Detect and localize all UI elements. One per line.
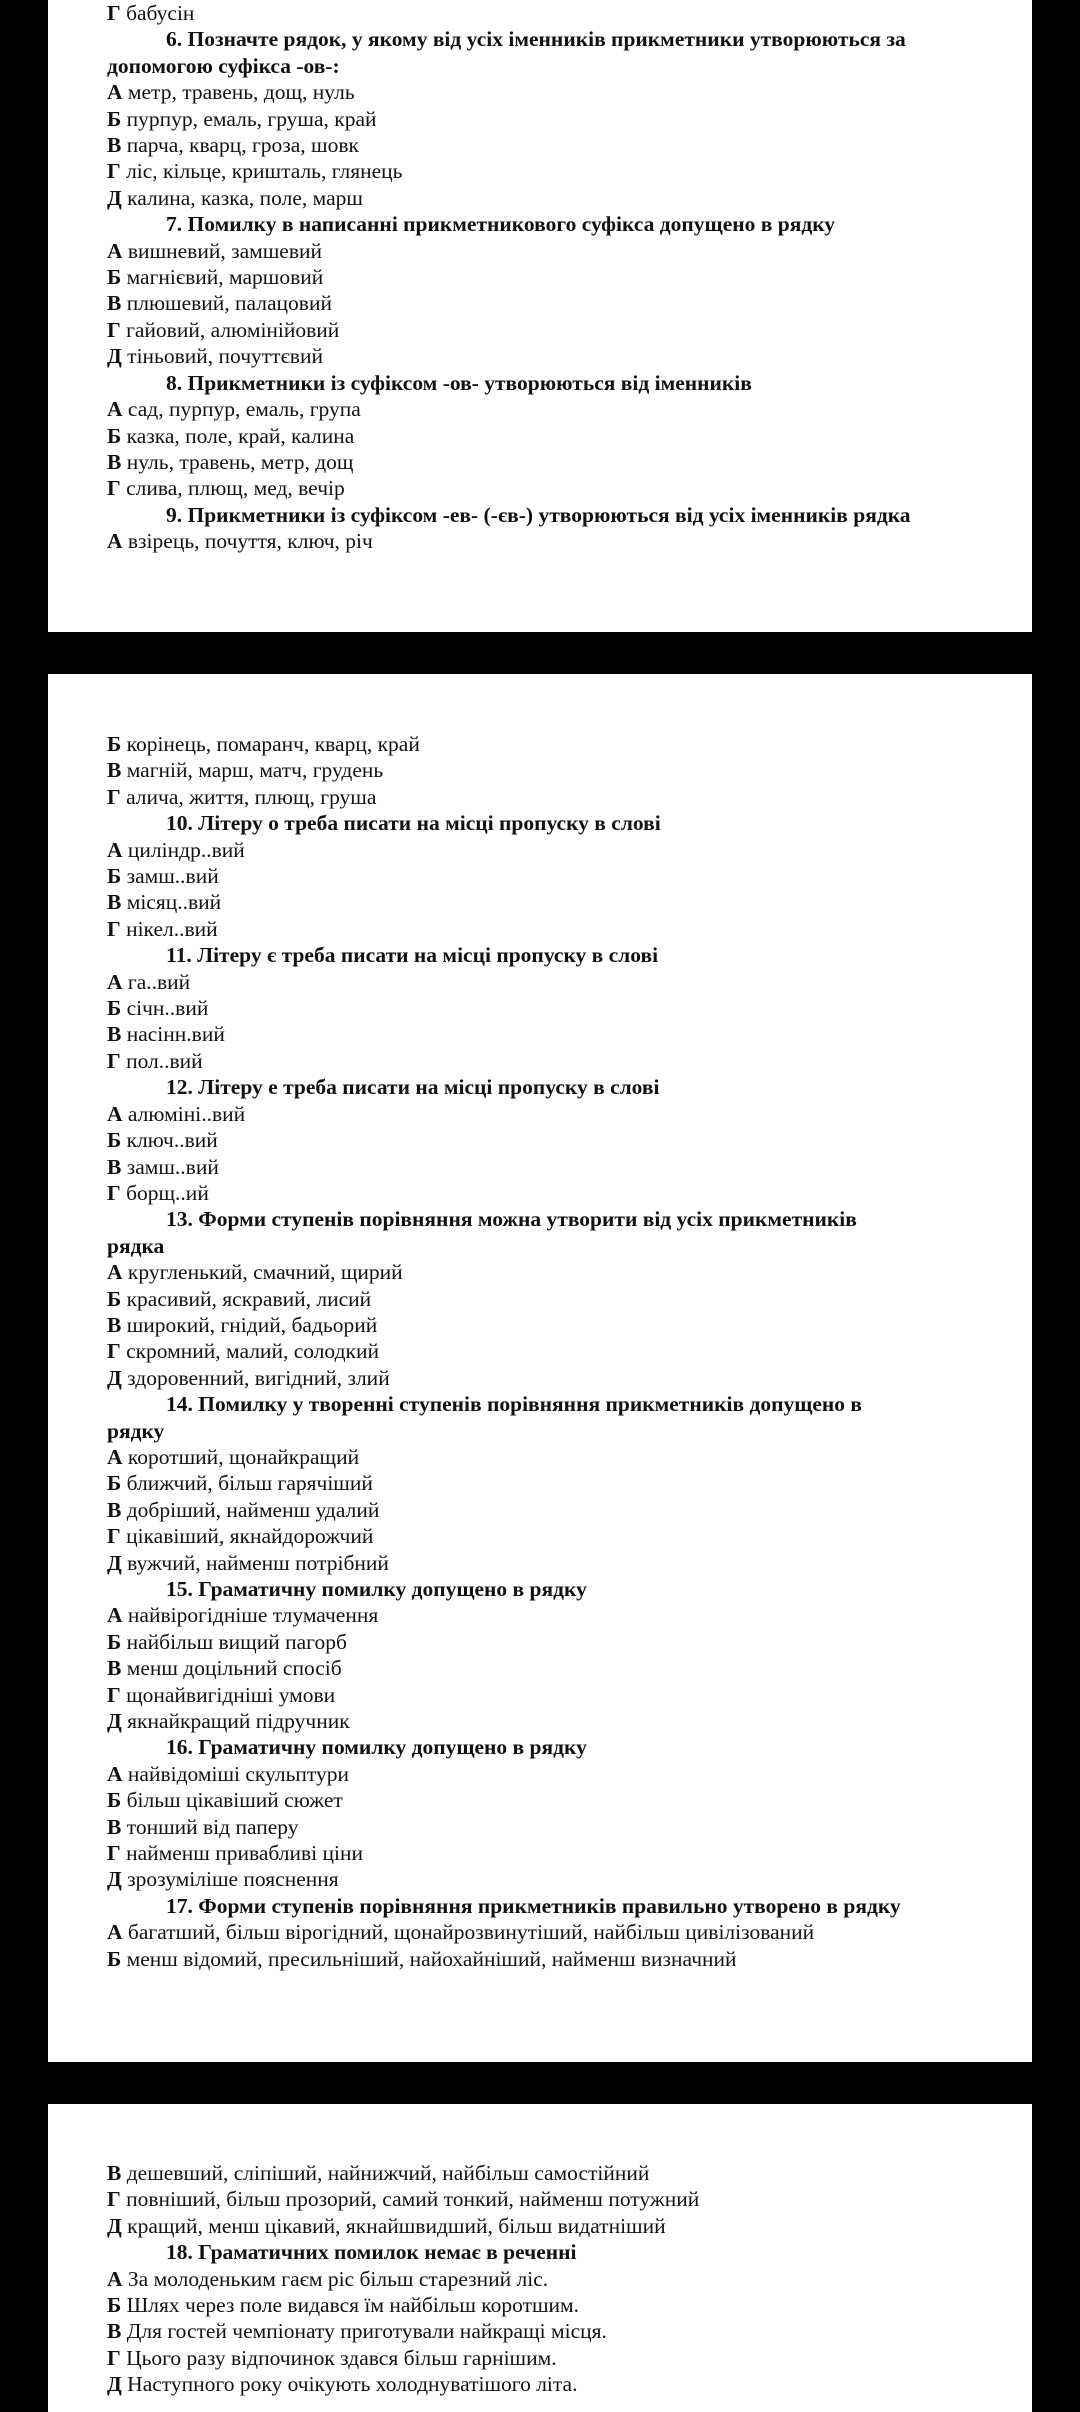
option-text: кругленький, смачний, щирий [122, 1260, 403, 1285]
answer-option [107, 2345, 1012, 2371]
question-heading-continuation: допомогою суфікса -ов-: [107, 53, 340, 78]
option-text: нікел..вий [120, 916, 218, 941]
option-letter: А [107, 1920, 123, 1945]
option-letter: Б [107, 423, 122, 448]
option-letter: А [107, 397, 123, 422]
answer-option [107, 1523, 1012, 1549]
option-text: найменш привабливі ціни [120, 1841, 364, 1866]
option-letter: А [107, 2266, 123, 2291]
option-letter: В [107, 1814, 122, 1839]
option-text: корінець, помаранч, кварц, край [121, 732, 420, 756]
option-text: менш доцільний спосіб [121, 1656, 342, 1681]
answer-option [107, 1259, 1012, 1285]
option-text: алюміні..вий [122, 1101, 246, 1126]
option-text: якнайкращий підручник [121, 1709, 350, 1734]
answer-option [107, 784, 1012, 810]
option-letter: Г [107, 1682, 121, 1707]
answer-option [107, 185, 1012, 211]
option-letter: Г [107, 1180, 121, 1205]
answer-option [107, 1312, 1012, 1338]
answer-option [107, 757, 1012, 783]
answer-option [107, 423, 1012, 449]
answer-option [107, 343, 1012, 369]
question-heading-continuation: рядку [107, 1418, 165, 1443]
option-text: кращий, менш цікавий, якнайшвидший, більш видатніший [121, 2213, 666, 2238]
option-text: місяц..вий [121, 890, 222, 915]
option-text: найбільш вищий пагорб [121, 1629, 347, 1654]
option-letter: В [107, 449, 122, 474]
answer-option [107, 1682, 1012, 1708]
option-text: замш..вий [121, 1154, 219, 1179]
option-letter: В [107, 758, 122, 783]
option-letter: А [107, 1444, 123, 1469]
question-heading: 18. Граматичних помилок немає в реченні [166, 2240, 577, 2265]
answer-option [107, 2160, 1012, 2186]
option-letter: А [107, 529, 123, 554]
option-text: плюшевий, палацовий [121, 291, 332, 316]
answer-option [107, 1444, 1012, 1470]
option-letter: В [107, 2161, 122, 2185]
document-page-2 [48, 674, 1032, 2062]
option-letter: Б [107, 1946, 122, 1971]
answer-option [107, 1787, 1012, 1813]
option-text: тіньовий, почуттєвий [121, 344, 323, 369]
answer-option [107, 1101, 1012, 1127]
option-letter: Г [107, 1, 121, 25]
answer-option [107, 1550, 1012, 1576]
option-letter: Г [107, 476, 121, 501]
question-heading: 13. Форми ступенів порівняння можна утворити від усіх прикметників [166, 1207, 857, 1232]
option-text: зрозуміліше пояснення [121, 1867, 339, 1892]
option-text: Наступного року очікують холоднуватішого літа. [121, 2372, 578, 2397]
option-letter: А [107, 1603, 123, 1628]
option-text: вужчий, найменш потрібний [121, 1550, 389, 1575]
option-text: За молоденьким гаєм ріс більш старезний ліс. [122, 2266, 549, 2291]
option-text: га..вий [122, 969, 191, 994]
answer-option [107, 528, 1012, 554]
option-text: взірець, почуття, ключ, річ [122, 529, 373, 554]
answer-option [107, 317, 1012, 343]
option-letter: А [107, 1101, 123, 1126]
option-letter: Д [107, 1867, 122, 1892]
option-text: дешевший, сліпіший, найнижчий, найбільш самостійний [121, 2161, 650, 2185]
answer-option [107, 0, 1012, 26]
question-heading: 9. Прикметники із суфіксом -ев- (-єв-) утворюються від усіх іменників рядка [166, 502, 911, 527]
option-letter: Г [107, 1048, 121, 1073]
answer-option [107, 916, 1012, 942]
option-letter: Д [107, 2213, 122, 2238]
option-text: ключ..вий [121, 1128, 218, 1153]
question-heading: 6. Позначте рядок, у якому від усіх іменників прикметники утворюються за [166, 27, 906, 52]
option-letter: А [107, 238, 123, 263]
answer-option [107, 837, 1012, 863]
option-text: Цього разу відпочинок здався більш гарнішим. [120, 2345, 557, 2370]
question-heading: 15. Граматичну помилку допущено в рядку [166, 1577, 587, 1601]
answer-option [107, 1946, 1012, 1972]
option-text: цікавіший, якнайдорожчий [120, 1524, 374, 1549]
option-text: магнієвий, маршовий [121, 265, 324, 290]
option-letter: Г [107, 1524, 121, 1549]
option-text: калина, казка, поле, марш [121, 185, 363, 210]
document-page-3 [48, 2104, 1032, 2412]
option-text: парча, кварц, гроза, шовк [121, 133, 359, 158]
answer-option [107, 969, 1012, 995]
option-letter: В [107, 890, 122, 915]
option-letter: Б [107, 864, 122, 889]
option-letter: Б [107, 1788, 122, 1813]
option-text: магній, марш, матч, грудень [121, 758, 384, 783]
question-heading: 17. Форми ступенів порівняння прикметників правильно утворено в рядку [166, 1893, 901, 1918]
option-letter: В [107, 291, 122, 316]
option-text: насінн.вий [121, 1022, 225, 1047]
option-text: тонший від паперу [121, 1814, 299, 1839]
option-letter: В [107, 1656, 122, 1681]
option-letter: Б [107, 1128, 122, 1153]
option-letter: Г [107, 916, 121, 941]
answer-option [107, 264, 1012, 290]
option-letter: Б [107, 265, 122, 290]
option-letter: Б [107, 996, 122, 1021]
option-text: борщ..ий [120, 1180, 209, 1205]
option-text: більш цікавіший сюжет [121, 1788, 343, 1813]
option-text: січн..вий [121, 996, 209, 1021]
answer-option [107, 2318, 1012, 2344]
answer-option [107, 1154, 1012, 1180]
option-text: менш відомий, пресильніший, найохайніший, найменш визначний [121, 1946, 737, 1971]
answer-option [107, 158, 1012, 184]
question-heading: 14. Помилку у творенні ступенів порівняння прикметників допущено в [166, 1392, 863, 1417]
answer-option [107, 1761, 1012, 1787]
option-text: щонайвигідніші умови [120, 1682, 336, 1707]
option-letter: Б [107, 1286, 122, 1311]
option-letter: А [107, 837, 123, 862]
answer-option [107, 290, 1012, 316]
answer-option [107, 1655, 1012, 1681]
question-heading: 10. Літеру о треба писати на місці пропуску в слові [166, 811, 661, 836]
option-text: найвідоміші скульптури [122, 1761, 349, 1786]
question-heading: 12. Літеру е треба писати на місці пропуску в слові [166, 1075, 660, 1100]
option-text: скромний, малий, солодкий [120, 1339, 379, 1364]
option-letter: Д [107, 185, 122, 210]
option-letter: В [107, 1154, 122, 1179]
option-letter: В [107, 1497, 122, 1522]
answer-option [107, 2213, 1012, 2239]
option-text: нуль, травень, метр, дощ [121, 449, 354, 474]
option-letter: А [107, 969, 123, 994]
answer-option [107, 2266, 1012, 2292]
option-letter: Г [107, 2187, 121, 2212]
option-letter: В [107, 2319, 122, 2344]
option-text: слива, плющ, мед, вечір [120, 476, 345, 501]
option-text: вишневий, замшевий [122, 238, 322, 263]
answer-option [107, 995, 1012, 1021]
answer-option [107, 1021, 1012, 1047]
option-text: ліс, кільце, кришталь, глянець [120, 159, 403, 184]
option-text: найвірогідніше тлумачення [122, 1603, 379, 1628]
answer-option [107, 1180, 1012, 1206]
option-letter: Д [107, 2372, 122, 2397]
option-text: бабусін [120, 1, 195, 25]
answer-option [107, 2292, 1012, 2318]
question-heading: 16. Граматичну помилку допущено в рядку [166, 1735, 587, 1760]
answer-option [107, 1338, 1012, 1364]
question-heading: 8. Прикметники із суфіксом -ов- утворюються від іменників [166, 370, 752, 395]
option-text: пурпур, емаль, груша, край [121, 106, 377, 131]
answer-option [107, 1866, 1012, 1892]
answer-option [107, 863, 1012, 889]
option-text: замш..вий [121, 864, 219, 889]
answer-option [107, 1602, 1012, 1628]
option-text: метр, травень, дощ, нуль [122, 80, 355, 105]
option-letter: Б [107, 106, 122, 131]
option-text: ближчий, більш гарячіший [121, 1471, 373, 1496]
option-text: пол..вий [120, 1048, 203, 1073]
option-text: багатший, більш вірогідний, щонайрозвинутіший, найбільш цивілізований [122, 1920, 815, 1945]
answer-option [107, 1048, 1012, 1074]
option-letter: Г [107, 1339, 121, 1364]
answer-option [107, 1497, 1012, 1523]
question-heading: 7. Помилку в написанні прикметникового суфікса допущено в рядку [166, 212, 836, 237]
option-letter: А [107, 80, 123, 105]
answer-option [107, 1919, 1012, 1945]
answer-option [107, 731, 1012, 757]
option-letter: Д [107, 1550, 122, 1575]
answer-option [107, 1629, 1012, 1655]
question-heading: 11. Літеру є треба писати на місці пропуску в слові [166, 943, 659, 968]
option-letter: Б [107, 1629, 122, 1654]
answer-option [107, 1365, 1012, 1391]
option-letter: А [107, 1260, 123, 1285]
option-letter: В [107, 1312, 122, 1337]
answer-option [107, 132, 1012, 158]
option-text: коротший, щонайкращий [122, 1444, 360, 1469]
option-text: гайовий, алюмінійовий [120, 317, 340, 342]
question-heading-continuation: рядка [107, 1233, 165, 1258]
answer-option [107, 238, 1012, 264]
option-letter: Г [107, 159, 121, 184]
option-letter: Б [107, 732, 122, 756]
option-letter: Д [107, 344, 122, 369]
option-letter: Б [107, 1471, 122, 1496]
option-letter: Г [107, 317, 121, 342]
answer-option [107, 1814, 1012, 1840]
option-text: казка, поле, край, калина [121, 423, 355, 448]
answer-option [107, 2186, 1012, 2212]
answer-option [107, 475, 1012, 501]
option-letter: Д [107, 1365, 122, 1390]
option-letter: Г [107, 1841, 121, 1866]
option-letter: Д [107, 1709, 122, 1734]
answer-option [107, 1286, 1012, 1312]
answer-option [107, 449, 1012, 475]
option-text: Шлях через поле видався їм найбільш коротшим. [121, 2293, 580, 2318]
answer-option [107, 106, 1012, 132]
option-text: красивий, яскравий, лисий [121, 1286, 372, 1311]
option-text: здоровенний, вигідний, злий [121, 1365, 390, 1390]
answer-option [107, 1708, 1012, 1734]
answer-option [107, 1127, 1012, 1153]
answer-option [107, 79, 1012, 105]
option-text: циліндр..вий [122, 837, 245, 862]
option-text: Для гостей чемпіонату приготували найкращі місця. [121, 2319, 607, 2344]
document-page-1 [48, 0, 1032, 632]
option-text: широкий, гнідий, бадьорий [121, 1312, 378, 1337]
option-text: добріший, найменш удалий [121, 1497, 380, 1522]
answer-option [107, 396, 1012, 422]
option-letter: А [107, 1761, 123, 1786]
answer-option [107, 1840, 1012, 1866]
option-letter: В [107, 133, 122, 158]
option-text: сад, пурпур, емаль, група [122, 397, 361, 422]
option-letter: Г [107, 784, 121, 809]
option-text: алича, життя, плющ, груша [120, 784, 377, 809]
option-text: повніший, більш прозорий, самий тонкий, найменш потужний [120, 2187, 700, 2212]
answer-option [107, 2371, 1012, 2397]
option-letter: Б [107, 2293, 122, 2318]
answer-option [107, 1470, 1012, 1496]
answer-option [107, 889, 1012, 915]
option-letter: В [107, 1022, 122, 1047]
option-letter: Г [107, 2345, 121, 2370]
